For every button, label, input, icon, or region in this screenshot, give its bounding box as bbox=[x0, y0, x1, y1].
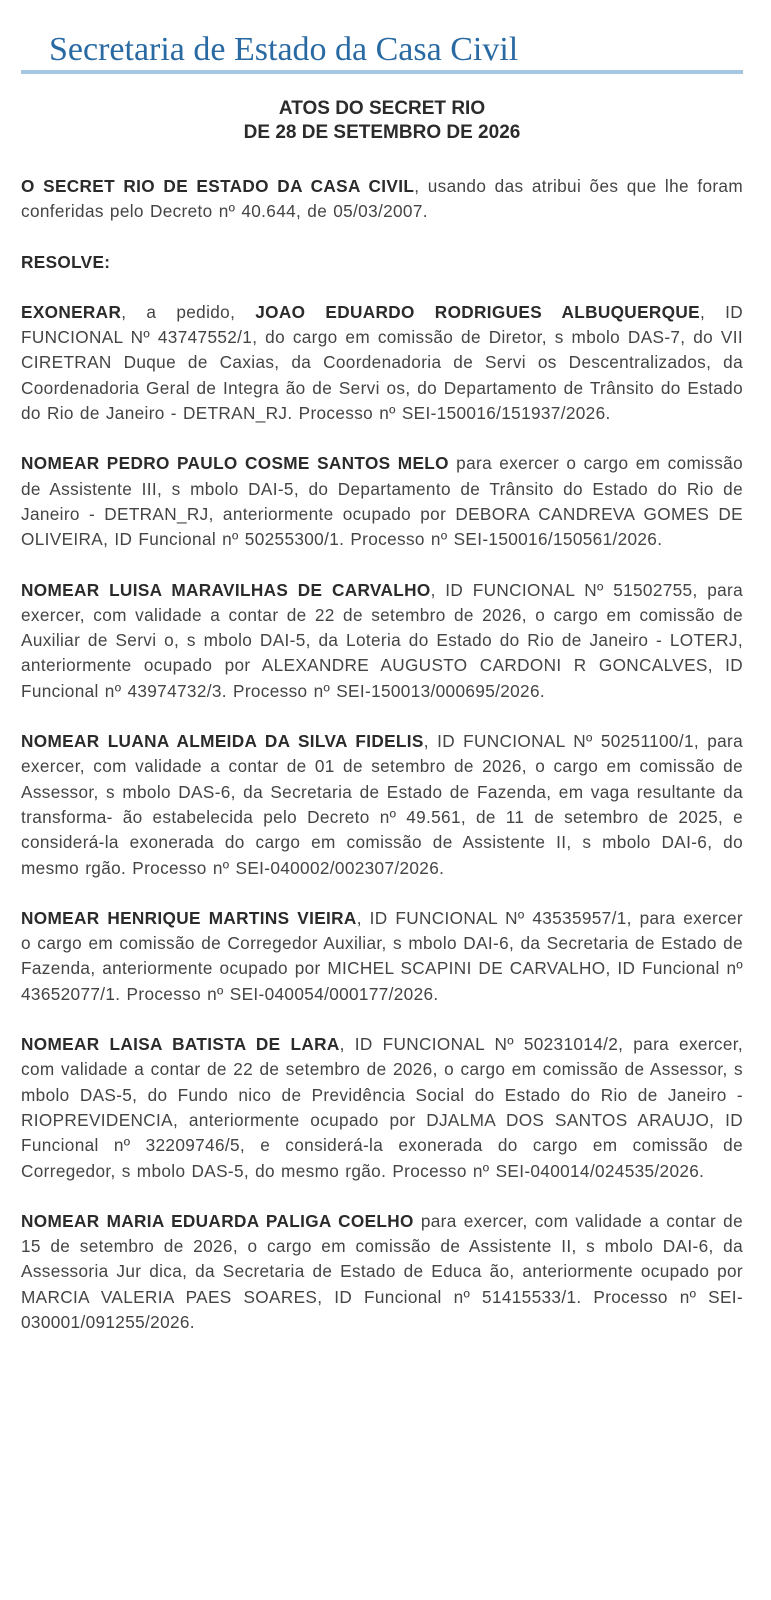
header-divider bbox=[21, 70, 743, 74]
act-person-name: NOMEAR LUISA MARAVILHAS DE CARVALHO bbox=[21, 579, 431, 600]
acts-heading-line2: DE 28 DE SETEMBRO DE 2026 bbox=[243, 122, 521, 143]
act-paragraph: NOMEAR LUISA MARAVILHAS DE CARVALHO, ID FUNCIONAL Nº 51502755, para exercer, com validade a contar de 22 de setembro de 2026, o cargo em comissão de Auxiliar de Servi o, s mbolo DAI-5, da Loteria do Estado do Rio de Janeiro - LOTERJ, anteriormente ocupado por ALEXANDRE AUGUSTO CARDONI R GONCALVES, ID Funcional nº 43974732/3. Processo nº SEI-150013/000695/2026. bbox=[21, 579, 743, 701]
intro-text: , usando das atribui ões que lhe foram conferidas pelo Decreto nº 40.644, de 05/03/2007. bbox=[21, 176, 744, 222]
intro-paragraph bbox=[21, 174, 743, 225]
act-person-name: NOMEAR PEDRO PAULO COSME SANTOS MELO bbox=[21, 453, 449, 474]
document-body bbox=[21, 174, 743, 1335]
acts-heading bbox=[21, 97, 743, 145]
act-verb: EXONERAR bbox=[21, 301, 122, 322]
resolve-label: RESOLVE: bbox=[21, 251, 111, 272]
act-paragraph: NOMEAR HENRIQUE MARTINS VIEIRA, ID FUNCIONAL Nº 43535957/1, para exercer o cargo em comissão de Corregedor Auxiliar, s mbolo DAI-6, da Secretaria de Estado de Fazenda, anteriormente ocupado por MICHEL SCAPINI DE CARVALHO, ID Funcional nº 43652077/1. Processo nº SEI-040054/000177/2026. bbox=[21, 907, 743, 1004]
page-title: Secretaria de Estado da Casa Civil bbox=[49, 31, 519, 68]
act-paragraph: NOMEAR LUANA ALMEIDA DA SILVA FIDELIS, ID FUNCIONAL Nº 50251100/1, para exercer, com validade a contar de 01 de setembro de 2026, o cargo em comissão de Assessor, s mbolo DAS-6, da Secretaria de Estado de Fazenda, em vaga resultante da transforma- ão estabelecida pelo Decreto nº 49.561, de 11 de setembro de 2025, e considerá-la exonerada do cargo em comissão de Assistente II, s mbolo DAI-6, do mesmo rgão. Processo nº SEI-040002/002307/2026. bbox=[21, 731, 743, 878]
act-paragraph: NOMEAR MARIA EDUARDA PALIGA COELHO para exercer, com validade a contar de 15 de setembro de 2026, o cargo em comissão de Assistente II, s mbolo DAI-6, da Assessoria Jur dica, da Secretaria de Estado de Educa ão, anteriormente ocupado por MARCIA VALERIA PAES SOARES, ID Funcional nº 51415533/1. Processo nº SEI-030001/091255/2026. bbox=[21, 1210, 743, 1332]
act-paragraph: NOMEAR LAISA BATISTA DE LARA, ID FUNCIONAL Nº 50231014/2, para exercer, com validade a contar de 22 de setembro de 2026, o cargo em comissão de Assessor, s mbolo DAS-5, do Fundo nico de Previdência Social do Estado do Rio de Janeiro - RIOPREVIDENCIA, anteriormente ocupado por DJALMA DOS SANTOS ARAUJO, ID Funcional nº 32209746/5, e considerá-la exonerada do cargo em comissão de Corregedor, s mbolo DAS-5, do mesmo rgão. Processo nº SEI-040014/024535/2026. bbox=[21, 1034, 743, 1181]
act-person-name: NOMEAR HENRIQUE MARTINS VIEIRA bbox=[21, 907, 357, 928]
act-person-name: NOMEAR LAISA BATISTA DE LARA bbox=[21, 1034, 340, 1055]
act-person-name: NOMEAR LUANA ALMEIDA DA SILVA FIDELIS bbox=[21, 731, 424, 752]
act-paragraph: EXONERAR, a pedido, JOAO EDUARDO RODRIGUES ALBUQUERQUE, ID FUNCIONAL Nº 43747552/1, do cargo em comissão de Diretor, s mbolo DAS-7, do VII CIRETRAN Duque de Caxias, da Coordenadoria de Servi os Descentralizados, da Coordenadoria Geral de Integra ão de Servi os, do Departamento de Trânsito do Estado do Rio de Janeiro - DETRAN_RJ. Processo nº SEI-150016/151937/2026. bbox=[21, 301, 744, 424]
act-person-name: NOMEAR MARIA EDUARDA PALIGA COELHO bbox=[21, 1210, 414, 1231]
act-person-name: JOAO EDUARDO RODRIGUES ALBUQUERQUE bbox=[255, 301, 700, 322]
acts-heading-line1: ATOS DO SECRET RIO bbox=[278, 98, 486, 119]
intro-authority: O SECRET RIO DE ESTADO DA CASA CIVIL bbox=[21, 176, 415, 196]
act-paragraph: NOMEAR PEDRO PAULO COSME SANTOS MELO para exercer o cargo em comissão de Assistente III, s mbolo DAI-5, do Departamento de Trânsito do Estado do Rio de Janeiro - DETRAN_RJ, anteriormente ocupado por DEBORA CANDREVA GOMES DE OLIVEIRA, ID Funcional nº 50255300/1. Processo nº SEI-150016/150561/2026. bbox=[21, 453, 743, 550]
